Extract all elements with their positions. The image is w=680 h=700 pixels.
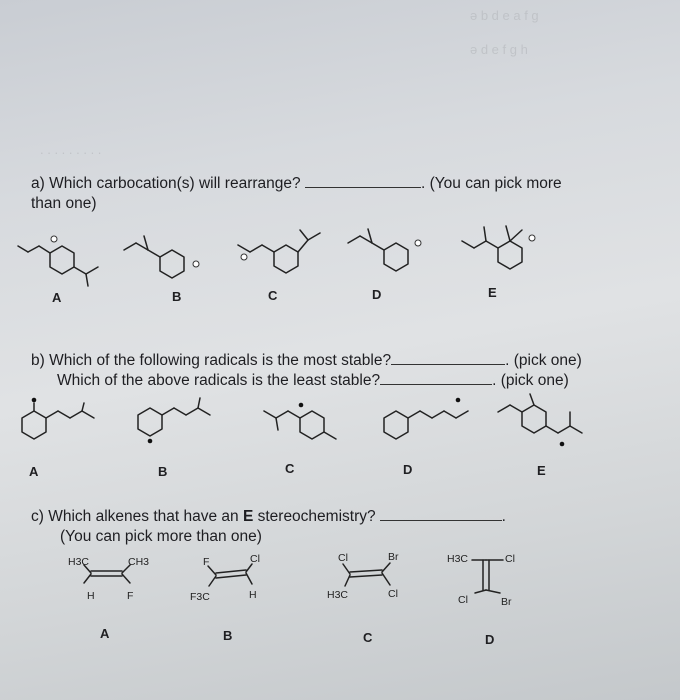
alkene-c-br: Br <box>388 551 399 563</box>
alkene-a-f: F <box>127 590 134 602</box>
bleed-through-text: ə d e f g h <box>470 42 528 57</box>
alkene-d-cl2: Cl <box>458 594 468 606</box>
alkene-b-f: F <box>203 556 210 568</box>
alkene-a-h3c: H3C <box>68 556 90 568</box>
label-d: D <box>485 632 495 647</box>
alkene-c-cl: Cl <box>338 552 348 564</box>
alkene-a-ch3: CH3 <box>128 556 150 568</box>
label-a: A <box>52 290 62 305</box>
question-b-suffix-1: . (pick one) <box>505 352 582 369</box>
label-d: D <box>372 287 382 302</box>
label-d: D <box>403 462 413 477</box>
label-b: B <box>223 628 233 643</box>
alkene-c <box>343 563 390 586</box>
alkene-b-cl: Cl <box>250 553 260 565</box>
question-a-suffix: . (You can pick more <box>420 175 562 192</box>
alkene-d <box>472 560 503 593</box>
label-c: C <box>285 461 295 476</box>
label-e: E <box>488 285 497 300</box>
question-c-line2: (You can pick more than one) <box>60 528 262 545</box>
alkene-d-br: Br <box>501 596 512 608</box>
label-c: C <box>363 630 373 645</box>
label-a: A <box>29 464 39 479</box>
alkene-d-h3c: H3C <box>447 553 469 565</box>
label-e: E <box>537 463 546 478</box>
question-b-suffix-2: . (pick one) <box>492 372 569 389</box>
label-a: A <box>100 626 110 641</box>
question-c-line1: c) Which alkenes that have an E stereochemistry? . <box>31 508 506 525</box>
question-a-line2: than one) <box>31 195 97 212</box>
question-a-prompt: a) Which carbocation(s) will rearrange? <box>31 175 301 192</box>
alkene-d-cl: Cl <box>505 553 515 565</box>
bleed-through-text: . . . . . . . . . <box>40 142 102 157</box>
alkene-b-h: H <box>249 589 257 601</box>
question-b-prompt-1: b) Which of the following radicals is the most stable? <box>31 352 392 369</box>
alkene-a-h: H <box>87 590 95 602</box>
alkene-b <box>208 564 252 586</box>
bleed-through-text: ə b d e a f g <box>470 8 539 23</box>
label-b: B <box>172 289 182 304</box>
label-b: B <box>158 464 168 479</box>
alkene-c-h3c: H3C <box>327 589 349 601</box>
question-c-e-label: E <box>242 508 254 525</box>
label-c: C <box>268 288 278 303</box>
question-b-prompt-2: Which of the above radicals is the least stable? <box>57 372 381 389</box>
question-c-prompt-end: stereochemistry? <box>253 508 376 525</box>
alkene-a <box>84 565 130 583</box>
alkene-c-cl2: Cl <box>388 588 398 600</box>
question-c-prompt: c) Which alkenes that have an <box>31 508 243 525</box>
alkene-b-f3c: F3C <box>190 591 210 603</box>
